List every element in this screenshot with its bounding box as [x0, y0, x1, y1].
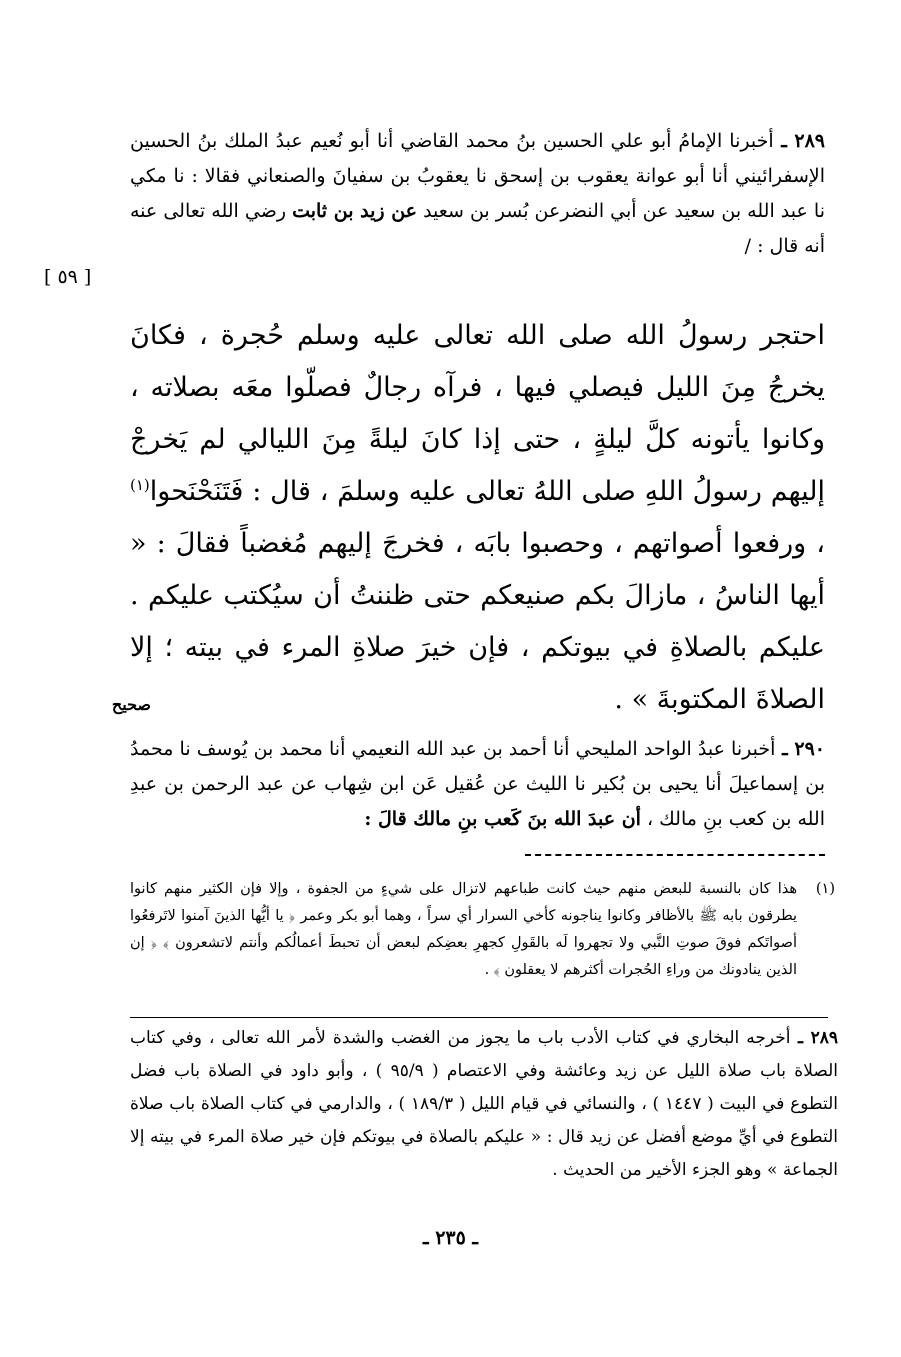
takhrij-text: أخرجه البخاري في كتاب الأدب باب ما يجوز من الغضب والشدة لأمر الله تعالى ، وفي كتاب الصلاة باب صلاة الليل عن زيد وعائشة وفي الاعتصام ( ٩٥/٩ ) ، وأبو داود في الصلاة باب فضل التطوع في البيت ( ١٤٤٧ ) ، والنسائي في قيام الليل ( ١٨٩/٣ ) ، والدارمي في كتاب الصلاة باب صلاة التطوع في أيِّ موضع أفضل عن زيد قال : « عليكم بالصلاة في بيوتكم فإن خير صلاة المرء في بيته إلا الجماعة » وهو الجزء الأخير من الحديث . — [130, 1028, 838, 1180]
takhrij-number: ٢٨٩ — [810, 1028, 838, 1048]
hadith-290-isnad — [130, 732, 825, 837]
hadith-289-number: ٢٨٩ — [794, 130, 825, 152]
manuscript-folio-ref: [ ٥٩ ] — [44, 266, 92, 288]
footnote-mark: (١) — [815, 881, 835, 897]
hadith-290-companion: أن عبدَ الله بنَ كَعب بنِ مالك قالَ : — [364, 808, 641, 830]
takhrij-separator — [130, 1017, 828, 1018]
takhrij-dash: ـ — [790, 1028, 811, 1048]
hadith-289-matn-text: احتجر رسولُ الله صلى الله تعالى عليه وسلم حُجرة ، فكانَ يخرجُ مِنَ الليل فيصلي فيها ، فرآه رجالٌ فصلّوا معَه بصلاته ، وكانوا يأتونه كلَّ ليلةٍ ، حتى إذا كانَ ليلةً مِنَ الليالي لم يَخرجْ إليهم رسولُ اللهِ صلى اللهُ تعالى عليه وسلمَ ، قال : فَتَنَحْنَحوا — [130, 320, 825, 507]
takhrij-section — [130, 1022, 838, 1187]
hadith-289-matn-text-2: ، ورفعوا أصواتهم ، وحصبوا بابَه ، فخرجَ إليهم مُغضباً فقالَ : « أيها الناسُ ، مازالَ بكم صنيعكم حتى ظننتُ أن سيُكتب عليكم . عليكم بالصلاةِ في بيوتكم ، فإن خيرَ صلاةِ المرء في بيته ؛ إلا الصلاةَ المكتوبةَ » . — [130, 528, 825, 715]
hadith-grade: صحيح — [111, 695, 151, 714]
page-number: ـ ٢٣٥ ـ — [423, 1227, 478, 1249]
hadith-289-chain-text: أخبرنا الإمامُ أبو علي الحسين بنُ محمد القاضي أنا أبو نُعيم عبدُ الملك بنُ الحسين الإسفرائيني أنا أبو عوانة يعقوب بن إسحق نا يعقوبُ بن سفيانَ والصنعاني فقالا : نا مكي نا عبد الله بن سعيد عن أبي النضرعن بُسر بن سعيد — [130, 130, 825, 222]
footnote — [130, 876, 835, 984]
footnote-reference[interactable]: (١) — [130, 476, 150, 494]
hadith-289-companion: عن زيد بن ثابت — [292, 200, 418, 222]
hadith-289-dash: ـ — [773, 130, 795, 152]
footnote-separator — [525, 854, 825, 856]
hadith-290-chain-text: أخبرنا عبدُ الواحد المليحي أنا أحمد بن عبد الله النعيمي أنا محمد بن يُوسف نا محمدُ بن إسماعيلَ أنا يحيى بن بُكير نا الليث عن عُقيل عَن ابن شِهاب عن عبد الرحمن بن عبدِ الله بن كعب بنِ مالك ، — [130, 738, 825, 830]
hadith-290-number: ٢٩٠ — [794, 738, 825, 760]
footnote-text: هذا كان بالنسبة للبعض منهم حيث كانت طباعهم لاتزال على شيءٍ من الجفوة ، وإلا فإن الكثير منهم كانوا يطرقون بابه ﷺ بالأظافر وكانوا يناجونه كأخي السرار أي سراً ، وهما أبو بكر وعمر ﴿ يا أيُّها الذينَ آمنوا لاتَرفعُوا أصواتَكم فوقَ صوتِ النَّبي ولا تجهروا لَه بالقَولِ كجهرِ بعضِكم لبعض أن تحبطَ أعمالُكم وأنتم لاتشعرون ﴾ ﴿ إن الذين ينادونك من وراءِ الحُجرات أكثرهم لا يعقلون ﴾ . — [130, 881, 797, 978]
hadith-290-dash: ـ — [775, 738, 795, 760]
hadith-289-isnad — [130, 124, 825, 264]
hadith-289-chain-end: رضي الله تعالى عنه أنه قال : / — [130, 200, 825, 257]
hadith-289-matn — [130, 310, 825, 726]
